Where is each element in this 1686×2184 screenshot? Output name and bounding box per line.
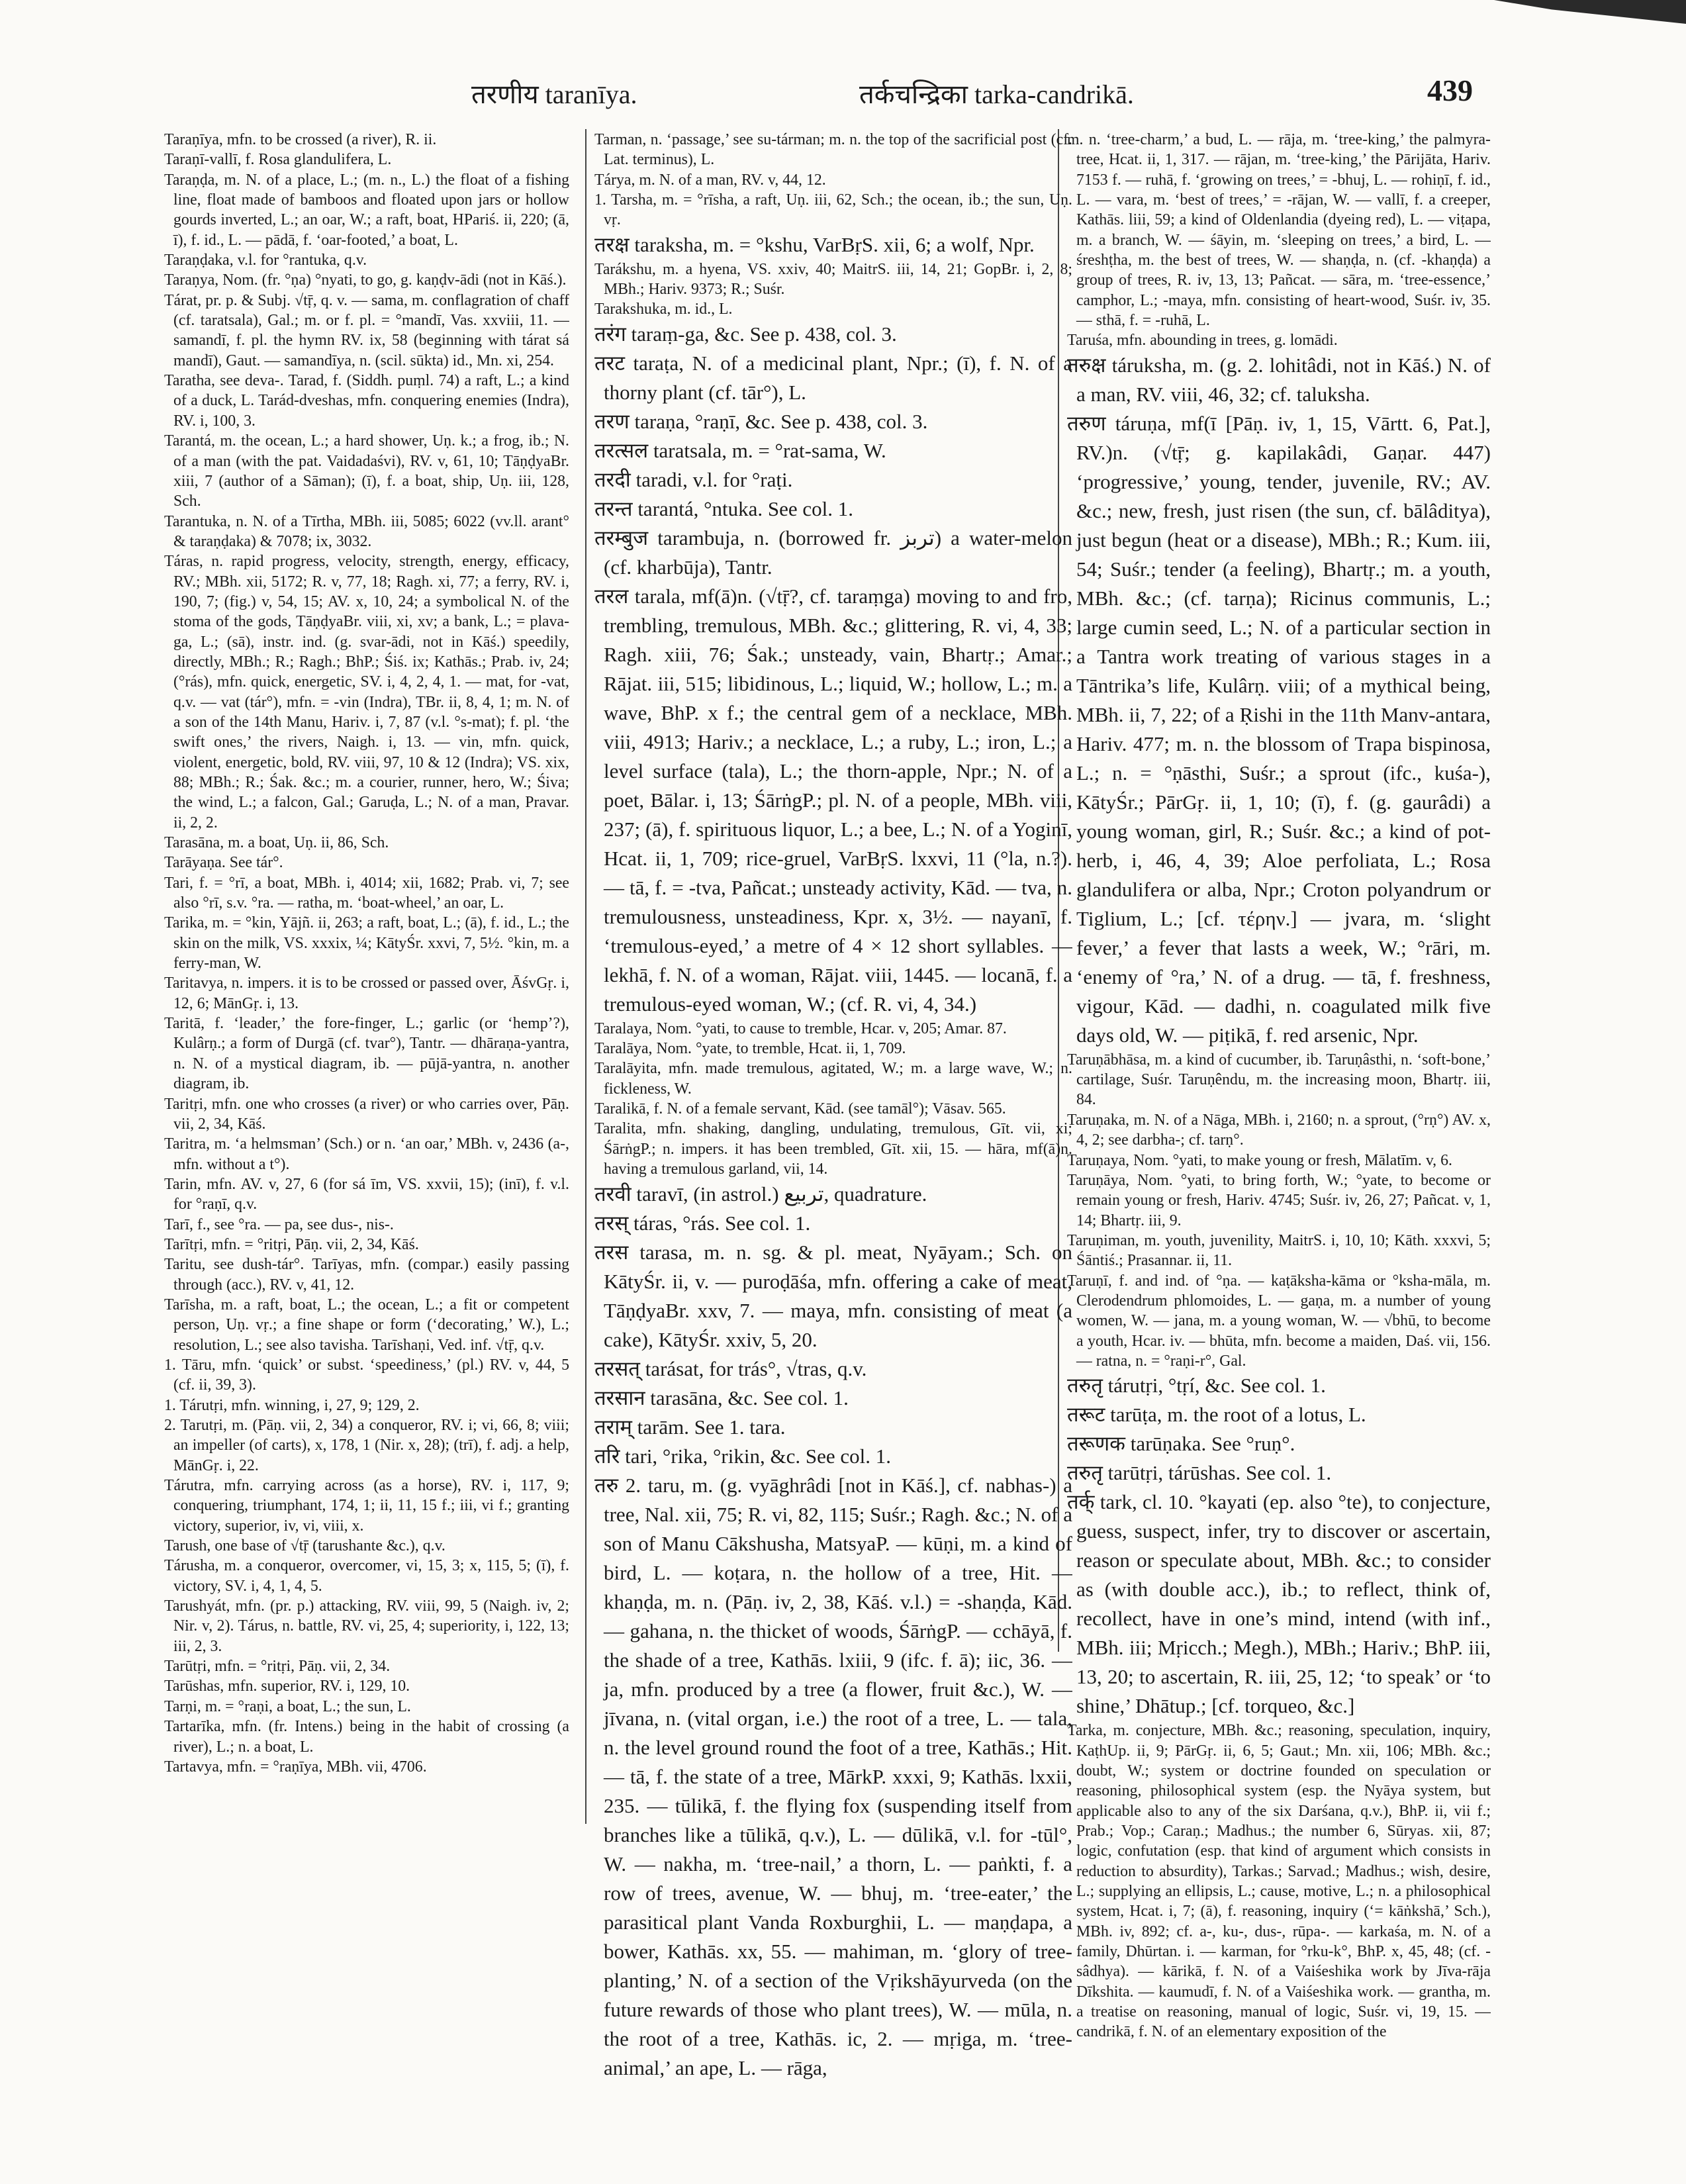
dictionary-entry: Taruṇiman, m. youth, juvenility, MaitrS. i, 10, 10; Kāth. xxxvi, 5; Śāntiś.; Prasannar. ii, 11. <box>1067 1231 1491 1270</box>
column-3 <box>1067 130 1491 2158</box>
dictionary-entry: Tarūshas, mfn. superior, RV. i, 129, 10. <box>164 1678 410 1695</box>
dictionary-entry: Taritu, see dush-tár°. Tarīyas, mfn. (compar.) easily passing through (acc.), RV. v, 41, 12. <box>164 1256 569 1294</box>
dictionary-entry: Tarī, f., see °ra. — pa, see dus-, nis-. <box>164 1215 394 1233</box>
dictionary-entry: Taruṇāya, Nom. °yati, to bring forth, W.; °yate, to become or remain young or fresh, Hariv. 4745; Suśr. iv, 26, 27; Pañcat. v, 1, 14; Bhartṛ. iii, 9. <box>1067 1171 1491 1229</box>
dictionary-entry: Tarákshu, m. a hyena, VS. xxiv, 40; MaitrS. iii, 14, 21; GopBr. i, 2, 8; MBh.; Hariv. 9373; R.; Suśr. <box>594 260 1072 299</box>
dictionary-entry: Taraṇīya, mfn. to be crossed (a river), R. ii. <box>164 131 437 148</box>
dictionary-entry: Taralita, mfn. shaking, dangling, undulating, tremulous, Gīt. vii, xi; ŚārṅgP.; n. impers. it has been trembled, Gīt. xii, 15. — hāra, mf(ā)n. having a tremulous garland, vii, 14. <box>594 1120 1072 1178</box>
column-2 <box>594 130 1072 2158</box>
dictionary-entry: Tarika, m. = °kin, Yājñ. ii, 263; a raft, boat, L.; (ā), f. id., L.; the skin on the milk, VS. xxxix, ¼; KātyŚr. xxvi, 7, 5½. °kin, m. a ferry-man, W. <box>164 914 569 973</box>
dictionary-entry: Taraṇḍa, m. N. of a place, L.; (m. n., L.) the float of a fishing line, float made of bamboos and floated upon jars or hollow gourds inverted, L.; an oar, W.; a raft, boat, HPariś. ii, 220; (ā, ī), f. id., L. — pādā, f. ‘oar-footed,’ a boat, L. <box>164 171 569 249</box>
dictionary-entry: Taraṇī-vallī, f. Rosa glandulifera, L. <box>164 151 392 169</box>
dictionary-entry: Tarushyát, mfn. (pr. p.) attacking, RV. viii, 99, 5 (Naigh. iv, 2; Nir. v, 2). Tárus, n. battle, RV. vi, 25, 4; superiority, i, 122, 13; iii, 2, 3. <box>164 1597 569 1655</box>
dictionary-entry: तरुण táruṇa, mf(ī [Pāṇ. iv, 1, 15, Vārtt. 6, Pat.], RV.)n. (√tṝ; g. kapilakâdi, Gaṇar. 447) ‘progressive,’ young, tender, juvenile, RV.; AV. &c.; new, fresh, just risen (the sun, cf. bālâditya), just begun (heat or a disease), MBh.; R.; Kum. iii, 54; Suśr.; tender (a feeling), Bhartṛ.; m. a youth, MBh. &c.; (cf. tarṇa); Ricinus communis, L.; large cumin seed, L.; N. of a particular section in a Tantra work treating of various stages in a Tāntrika’s life, Kulârṇ. viii; of a mythical being, MBh. ii, 7, 22; of a Ṛishi in the 11th Manv-antara, Hariv. 477; m. n. the blossom of Trapa bispinosa, L.; n. = °ṇāsthi, Suśr.; a sprout (ifc., kuśa-), KātyŚr.; PārGṛ. ii, 1, 10; (ī), f. (g. gaurâdi) a young woman, girl, R.; Suśr. &c.; a kind of pot-herb, i, 46, 4, 39; Aloe perfoliata, L.; Rosa glandulifera or alba, Npr.; Croton polyandrum or Tiglium, L.; [cf. τέρην.] — jvara, m. ‘slight fever,’ a fever that lasts a week, W.; °rāri, m. ‘enemy of °ra,’ N. of a drug. — tā, f. freshness, vigour, Kād. — dadhi, n. coagulated milk five days old, W. — piṭikā, f. red arsenic, Npr. <box>1067 411 1491 1047</box>
dictionary-entry: Tarasāna, m. a boat, Uṇ. ii, 86, Sch. <box>164 834 389 852</box>
dictionary-entry: तरवी taravī, (in astrol.) تربيع, quadrature. <box>594 1182 927 1206</box>
dictionary-entry: Tárusha, m. a conqueror, overcomer, vi, 15, 3; x, 115, 5; (ī), f. victory, SV. i, 4, 1, 4, 5. <box>164 1557 569 1595</box>
dictionary-entry: Tartarīka, mfn. (fr. Intens.) being in the habit of crossing (a river), L.; n. a boat, L. <box>164 1718 569 1756</box>
dictionary-entry: Taralikā, f. N. of a female servant, Kād. (see tamāl°); Vāsav. 565. <box>594 1100 1006 1118</box>
dictionary-entry: Tarin, mfn. AV. v, 27, 6 (for sá īm, VS. xxvii, 15); (inī), f. v.l. for °raṇī, q.v. <box>164 1175 569 1213</box>
dictionary-entry: Taruṇī, f. and ind. of °ṇa. — kaṭāksha-kāma or °ksha-māla, m. Clerodendrum phlomoides, L. — gaṇa, m. a number of young women, W. — jana, m. a young woman, W. — √bhū, to become a youth, Hcar. iv. — bhūta, mfn. become a maiden, Daś. vii, 156. — ratna, n. = °raṇi-r°, Gal. <box>1067 1272 1491 1370</box>
dictionary-entry: Tárat, pr. p. & Subj. √tṝ, q. v. — sama, m. conflagration of chaff (cf. taratsala), Gal.; m. or f. pl. = °mandī, Vas. xxviii, 11. — samandī, f. pl. the hymn RV. ix, 58 (beginning with tárat sá mandī), Gaut. — samandīya, n. (scil. sūkta) id., Mn. xi, 254. <box>164 291 569 369</box>
dictionary-entry: Taritra, m. ‘a helmsman’ (Sch.) or n. ‘an oar,’ MBh. v, 2436 (a-, mfn. without a t°). <box>164 1135 569 1173</box>
dictionary-entry: तरम्बुज tarambuja, n. (borrowed fr. تربز) a water-melon (cf. kharbūja), Tantr. <box>594 526 1072 579</box>
dictionary-entry: Tarantá, m. the ocean, L.; a hard shower, Uṇ. k.; a frog, ib.; N. of a man (with the pat. Vaidadaśvi), RV. v, 61, 10; TāṇḍyaBr. xiii, 7 (author of a Sāman); (ī), f. a boat, ship, Uṇ. iii, 128, Sch. <box>164 432 569 510</box>
dictionary-entry: 1. Tárutṛi, mfn. winning, i, 27, 9; 129, 2. <box>164 1396 420 1414</box>
dictionary-entry: तरसान tarasāna, &c. See col. 1. <box>594 1386 849 1409</box>
dictionary-entry: तरल tarala, mf(ā)n. (√tṝ?, cf. taraṃga) moving to and fro, trembling, tremulous, MBh. &c.; glittering, R. vi, 4, 33; Ragh. xiii, 76; Śak.; unsteady, vain, Bhartṛ.; Amar.; Rājat. iii, 515; libidinous, L.; liquid, W.; hollow, L.; m. a wave, BhP. x f.; the central gem of a necklace, MBh. viii, 4913; Hariv.; a necklace, L.; a ruby, L.; iron, L.; a level surface (tala), L.; the thorn-apple, Npr.; N. of a poet, Bālar. i, 13; ŚārṅgP.; pl. N. of a people, MBh. viii, 237; (ā), f. spirituous liquor, L.; a bee, L.; N. of a Yoginī, Hcat. ii, 1, 709; rice-gruel, VarBṛS. lxxvi, 11 (°la, n.?). — tā, f. = -tva, Pañcat.; unsteady activity, Kād. — tva, n. tremulousness, unsteadiness, Kpr. x, 3½. — nayanī, f. ‘tremulous-eyed,’ a metre of 4 × 12 short syllables. — lekhā, f. N. of a woman, Rājat. viii, 1445. — locanā, f. a tremulous-eyed woman, W.; (cf. R. vi, 4, 34.) <box>594 584 1072 1016</box>
dictionary-entry: Tarṇi, m. = °raṇi, a boat, L.; the sun, L. <box>164 1697 411 1715</box>
running-head-left: तरणीय taranīya. <box>471 79 637 109</box>
dictionary-entry: Tartavya, mfn. = °raṇīya, MBh. vii, 4706. <box>164 1758 427 1776</box>
dictionary-entry: Tarāyaṇa. See tár°. <box>164 854 283 872</box>
dictionary-entry: तरस् táras, °rás. See col. 1. <box>594 1211 811 1235</box>
dictionary-entry: Taruṇābhāsa, m. a kind of cucumber, ib. Taruṇâsthi, n. ‘soft-bone,’ cartilage, Suśr. Taruṇêndu, m. the increasing moon, Bhartṛ. iii, 84. <box>1067 1051 1491 1109</box>
dictionary-entry: तरक्ष taraksha, m. = °kshu, VarBṛS. xii, 6; a wolf, Npr. <box>594 232 1035 256</box>
dictionary-entry: Taritṛi, mfn. one who crosses (a river) or who carries over, Pāṇ. vii, 2, 34, Kāś. <box>164 1095 569 1133</box>
dictionary-entry: तरुतृ tarūtṛi, tárūshas. See col. 1. <box>1067 1461 1332 1485</box>
dictionary-entry: Taraṇḍaka, v.l. for °rantuka, q.v. <box>164 252 367 269</box>
dictionary-entry: तरुक्ष táruksha, m. (g. 2. lohitâdi, not in Kāś.) N. of a man, RV. viii, 46, 32; cf. taluksha. <box>1067 353 1491 406</box>
dictionary-entry: तराम् tarām. See 1. tara. <box>594 1415 786 1439</box>
dictionary-entry: तरंग taraṃ-ga, &c. See p. 438, col. 3. <box>594 322 897 346</box>
dictionary-entry: Tárutra, mfn. carrying across (as a horse), RV. i, 117, 9; conquering, triumphant, 174, 1; ii, 11, 15 f.; iii, vi f.; granting victory, superior, iv, vi, viii, x. <box>164 1477 569 1535</box>
dictionary-entry: Taralāyita, mfn. made tremulous, agitated, W.; m. a large wave, W.; n. fickleness, W. <box>594 1060 1072 1098</box>
dictionary-entry: Taritavya, n. impers. it is to be crossed or passed over, ĀśvGṛ. i, 12, 6; MānGṛ. i, 13. <box>164 974 569 1012</box>
dictionary-entry: Tarītṛi, mfn. = °ritṛi, Pāṇ. vii, 2, 34, Kāś. <box>164 1235 419 1253</box>
dictionary-entry: तरु 2. taru, m. (g. vyāghrâdi [not in Kāś.], cf. nabhas-) a tree, Nal. xii, 75; R. vi, 82, 115; Suśr.; Ragh. &c.; N. of a son of Manu Cākshusha, MatsyaP. — kūṇi, m. a kind of bird, L. — koṭara, n. the hollow of a tree, Hit. — khaṇḍa, m. n. (Pāṇ. iv, 2, 38, Kāś. v.l.) = -shaṇḍa, Kād. — gahana, n. the thicket of woods, ŚārṅgP. — cchāyā, f. the shade of a tree, Kathās. lxiii, 9 (ifc. f. ā); iic, 36. — ja, mfn. produced by a tree (a flower, fruit &c.), W. — jīvana, n. (vital organ, i.e.) the root of a tree, L. — tala, n. the level ground round the foot of a tree, Kathās.; Hit. — tā, f. the state of a tree, MārkP. xxxi, 9; Kathās. lxxii, 235. — tūlikā, f. the flying fox (suspending itself from branches like a tūlikā, q.v.), L. — dūlikā, v.l. for -tūl°, W. — nakha, m. ‘tree-nail,’ a thorn, L. — paṅkti, f. a row of trees, avenue, W. — bhuj, m. ‘tree-eater,’ the parasitical plant Vanda Roxburghii, L. — maṇḍapa, a bower, Kathās. xx, 55. — mahiman, m. ‘glory of tree-planting,’ N. of a section of the Vṛikshāyurveda (on the future rewards of those who plant trees), W. — mūla, n. the root of a tree, Kathās. ic, 2. — mṛiga, m. ‘tree-animal,’ an ape, L. — rāga, <box>594 1473 1072 2079</box>
dictionary-entry: तरत्सल taratsala, m. = °rat-sama, W. <box>594 438 886 462</box>
dictionary-entry: Tarantuka, n. N. of a Tīrtha, MBh. iii, 5085; 6022 (vv.ll. arant° & taraṇḍaka) & 7078; ix, 3032. <box>164 512 569 550</box>
dictionary-entry: 1. Tāru, mfn. ‘quick’ or subst. ‘speediness,’ (pl.) RV. v, 44, 5 (cf. ii, 39, 3). <box>164 1356 569 1394</box>
dictionary-entry: तरट taraṭa, N. of a medicinal plant, Npr.; (ī), f. N. of a thorny plant (cf. tār°), L. <box>594 351 1072 404</box>
dictionary-entry: Tarakshuka, m. id., L. <box>594 301 733 318</box>
dictionary-entry: Taruṇaya, Nom. °yati, to make young or fresh, Mālatīm. v, 6. <box>1067 1151 1452 1169</box>
dictionary-entry: Taraṇya, Nom. (fr. °ṇa) °nyati, to go, g. kaṇḍv-ādi (not in Kāś.). <box>164 271 567 289</box>
dictionary-entry: Taratha, see deva-. Tarad, f. (Siddh. puṃl. 74) a raft, L.; a kind of a duck, L. Tarád-dveshas, mfn. conquering enemies (Indra), RV. i, 100, 3. <box>164 372 569 430</box>
dictionary-entry: Tarman, n. ‘passage,’ see su-tárman; m. n. the top of the sacrificial post (cf. Lat. terminus), L. <box>594 131 1072 169</box>
dictionary-entry: m. n. ‘tree-charm,’ a bud, L. — rāja, m. ‘tree-king,’ the palmyra-tree, Hcat. ii, 1, 317. — rājan, m. ‘tree-king,’ the Pārijāta, Hariv. 7153 f. — ruhā, f. ‘growing on trees,’ = -bhuj, L. — rohiṇī, f. id., L. — vara, m. ‘best of trees,’ = -rājan, W. — vallī, f. a creeper, Kathās. liii, 59; a kind of Oldenlandia (dyeing red), L. — viṭapa, m. a branch, W. — śāyin, m. ‘sleeping on trees,’ a bird, L. — śreshṭha, m. the best of trees, W. — shaṇḍa, n. (cf. -khaṇḍa) a group of trees, R. iv, 13, 13; Pañcat. — sāra, m. ‘tree-essence,’ camphor, L.; -maya, mfn. consisting of heart-wood, Suśr. iv, 35. — sthā, f. = -ruhā, L. <box>1067 131 1491 330</box>
dictionary-entry: तरि tari, °rika, °rikin, &c. See col. 1. <box>594 1444 891 1468</box>
dictionary-entry: Tarka, m. conjecture, MBh. &c.; reasoning, speculation, inquiry, KaṭhUp. ii, 9; PārGṛ. ii, 6, 5; Gaut.; Mn. xii, 106; MBh. &c.; doubt, W.; system or doctrine founded on speculation or reasoning, philosophical system (esp. the Nyāya system, but applicable also to any of the six Darśana, q.v.), BhP. ii, vii f.; Prab.; Vop.; Caraṇ.; Madhus.; the number 6, Sūryas. xii, 87; logic, confutation (esp. that kind of argument which consists in reduction to absurdity), Tarkas.; Sarvad.; Madhus.; wish, desire, L.; supplying an ellipsis, L.; cause, motive, L.; n. a philosophical system, Hcat. i, 7; (ā), f. reasoning, inquiry (‘= kāṅkshā,’ Sch.), MBh. iv, 892; cf. a-, ku-, dus-, rūpa-. — karkaśa, m. N. of a family, Dhūrtan. i. — karman, for °rku-k°, BhP. x, 45, 48; (cf. -sâdhya). — kārikā, f. N. of a Vaiśeshika work by Jīva-rāja Dīkshita. — kaumudī, f. N. of a Vaiśeshika work. — grantha, m. a treatise on reasoning, manual of logic, Suśr. vi, 19, 15. — candrikā, f. N. of an elementary exposition of the <box>1067 1722 1491 2041</box>
dictionary-entry: तरस tarasa, m. n. sg. & pl. meat, Nyāyam.; Sch. on KātyŚr. ii, v. — puroḍāśa, mfn. offering a cake of meat, TāṇḍyaBr. xxv, 7. — maya, mfn. consisting of meat (a cake), KātyŚr. xxiv, 5, 20. <box>594 1240 1072 1351</box>
dictionary-entry: Taruśa, mfn. abounding in trees, g. lomādi. <box>1067 332 1338 350</box>
dictionary-entry: तरसत् tarásat, for trás°, √tras, q.v. <box>594 1356 867 1380</box>
dictionary-entry: Tárya, m. N. of a man, RV. v, 44, 12. <box>594 171 826 189</box>
dictionary-entry: Taruṇaka, m. N. of a Nāga, MBh. i, 2160; n. a sprout, (°rṇ°) AV. x, 4, 2; see darbha-; cf. tarṇ°. <box>1067 1111 1491 1149</box>
dictionary-entry: तर्क् tark, cl. 10. °kayati (ep. also °te), to conjecture, guess, suspect, infer, try to discover or ascertain, reason or speculate about, MBh. &c.; to consider as (with double acc.), ib.; to reflect, think of, recollect, have in one’s mind, intend (with inf., MBh. iii; Mṛicch.; Megh.), MBh.; Hariv.; BhP. iii, 13, 20; to ascertain, R. iii, 25, 12; ‘to speak’ or ‘to shine,’ Dhātup.; [cf. torqueo, &c.] <box>1067 1490 1491 1718</box>
column-1 <box>164 130 569 2158</box>
dictionary-entry: तरुतृ tárutṛi, °tṛí, &c. See col. 1. <box>1067 1374 1326 1398</box>
dictionary-entry: Tarīsha, m. a raft, boat, L.; the ocean, L.; a fit or competent person, Uṇ. vṛ.; a fine shape or form (‘decorating,’ W.), L.; resolution, L.; see also tavisha. Tarīshaṇi, Ved. inf. √tṝ, q.v. <box>164 1296 569 1354</box>
dictionary-entry: Taralaya, Nom. °yati, to cause to tremble, Hcar. v, 205; Amar. 87. <box>594 1020 1007 1037</box>
dictionary-entry: Taralāya, Nom. °yate, to tremble, Hcat. ii, 1, 709. <box>594 1040 906 1058</box>
dictionary-entry: Tari, f. = °rī, a boat, MBh. i, 4014; xii, 1682; Prab. vi, 7; see also °rī, s.v. °ra. — ratha, m. ‘boat-wheel,’ an oar, L. <box>164 874 569 912</box>
dictionary-entry: Taritā, f. ‘leader,’ the fore-finger, L.; garlic (or ‘hemp’?), Kulârṇ.; a form of Durgā (cf. tvar°), Tantr. — dhāraṇa-yantra, n. N. of a mystical diagram, ib. — pūjā-yantra, n. another diagram, ib. <box>164 1015 569 1093</box>
dictionary-entry: तरूट tarūṭa, m. the root of a lotus, L. <box>1067 1403 1366 1427</box>
dictionary-entry: Tarush, one base of √tṝ (tarushante &c.), q.v. <box>164 1537 445 1555</box>
page-edge-mark <box>1494 0 1686 24</box>
dictionary-entry: Táras, n. rapid progress, velocity, strength, energy, efficacy, RV.; MBh. xii, 5172; R. v, 77, 18; Ragh. xi, 77; a ferry, RV. i, 190, 7; (fig.) v, 54, 15; AV. x, 10, 24; a symbolical N. of the stoma of the gods, TāṇḍyaBr. viii, xi, xv; a bank, L.; = plava-ga, L.; (sā), instr. ind. (g. svar-ādi, not in Kāś.) speedily, directly, MBh.; R.; Ragh.; BhP.; Śiś. ix; Kathās.; Prab. iv, 24; (°rás), mfn. quick, energetic, SV. i, 4, 2, 4, 1. — mat, for -vat, q.v. — vat (tár°), mfn. = -vin (Indra), TBr. ii, 8, 4, 1; m. N. of a son of the 14th Manu, Hariv. i, 7, 87 (v.l. °s-mat); f. pl. ‘the swift ones,’ the rivers, Naigh. i, 13. — vin, mfn. quick, violent, energetic, bold, RV. viii, 97, 10 & 12 (Indra); VS. xix, 88; MBh.; R.; Śak. &c.; m. a courier, runner, hero, W.; Śiva; the wind, L.; a falcon, Gal.; Garuḍa, L.; N. of a man, Pravar. ii, 2, 2. <box>164 553 569 831</box>
dictionary-entry: 1. Tarsha, m. = °rīsha, a raft, Uṇ. iii, 62, Sch.; the ocean, ib.; the sun, Uṇ. vṛ. <box>594 191 1072 229</box>
dictionary-entry: Tarūtṛi, mfn. = °ritṛi, Pāṇ. vii, 2, 34. <box>164 1658 391 1676</box>
dictionary-entry: 2. Tarutṛi, m. (Pāṇ. vii, 2, 34) a conqueror, RV. i; vi, 66, 8; viii; an impeller (of carts), x, 178, 1 (Nir. x, 28); (trī), f. adj. a help, MānGṛ. i, 22. <box>164 1417 569 1474</box>
dictionary-entry: तरदी taradi, v.l. for °raṭi. <box>594 467 793 491</box>
dictionary-entry: तरूणक tarūṇaka. See °ruṇ°. <box>1067 1432 1295 1456</box>
column-divider <box>585 129 586 1824</box>
dictionary-entry: तरन्त tarantá, °ntuka. See col. 1. <box>594 497 854 520</box>
running-head-center: तर्कचन्द्रिका tarka-candrikā. <box>859 79 1134 109</box>
page-number: 439 <box>1427 73 1473 107</box>
dictionary-entry: तरण taraṇa, °raṇī, &c. See p. 438, col. 3. <box>594 409 928 433</box>
